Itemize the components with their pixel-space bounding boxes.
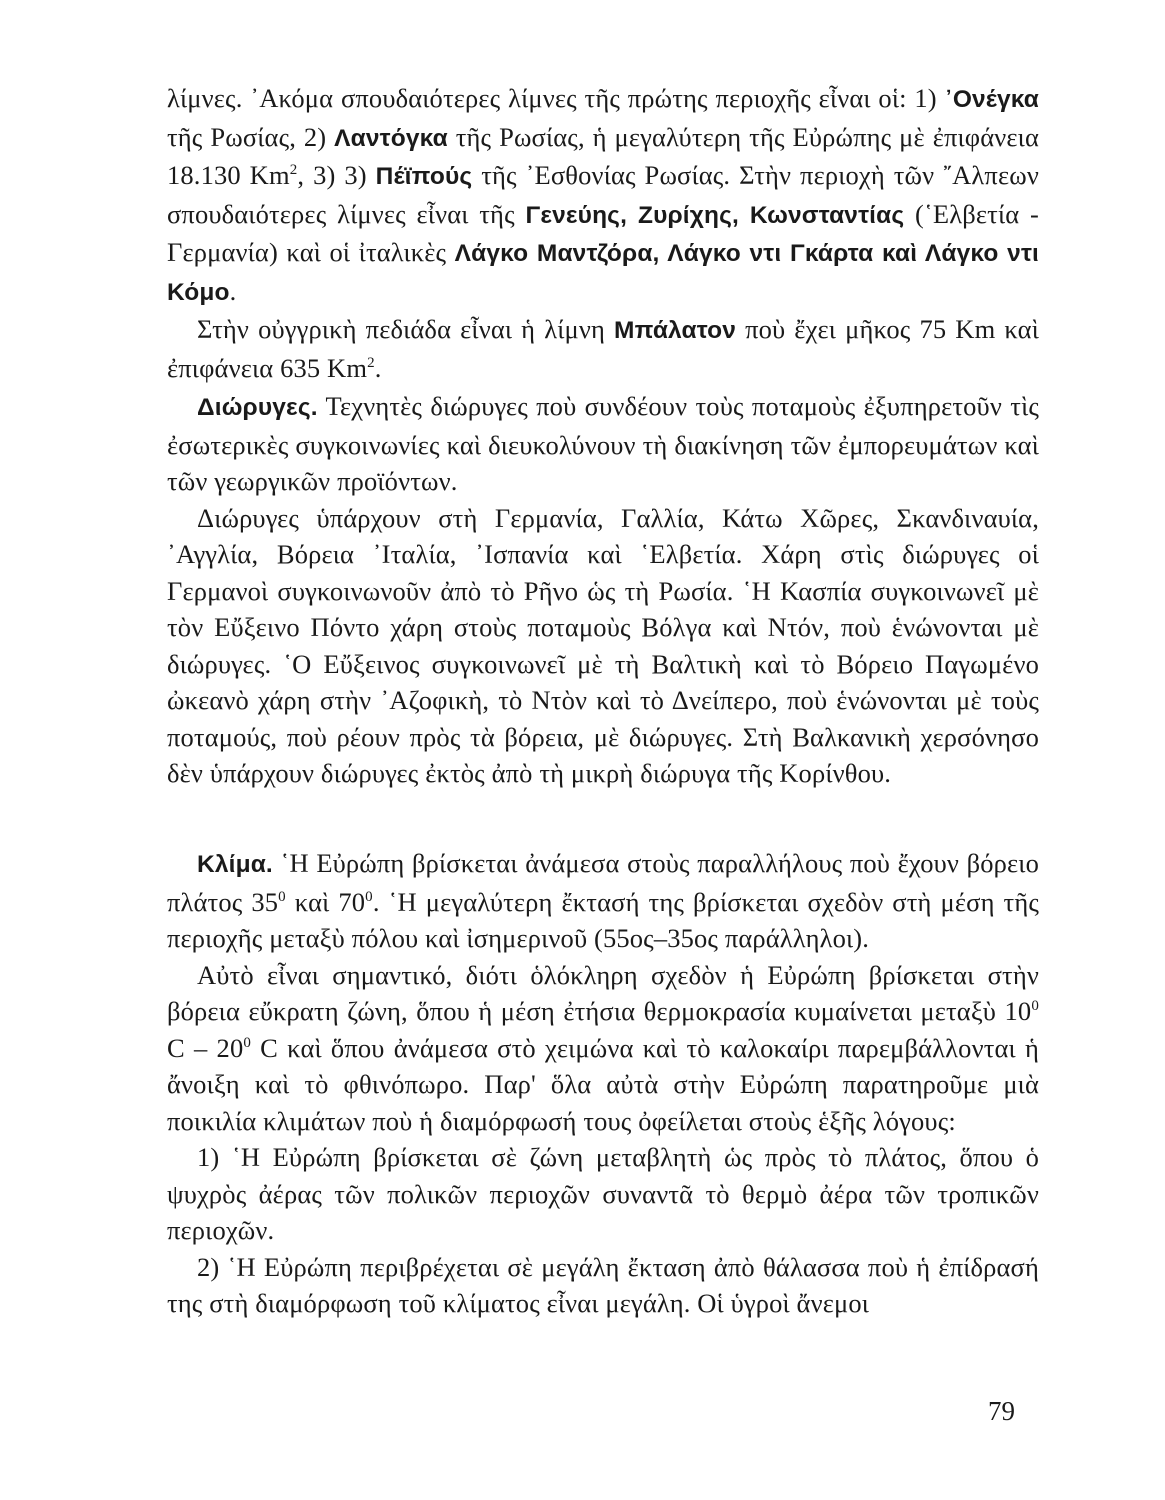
page-number: 79 [988,1396,1015,1426]
canals-paragraph-1: Διώρυγες. Τεχνητὲς διώρυγες ποὺ συνδέουν τοὺς ποταμοὺς ἐξυπηρετοῦν τὶς ἐσωτερικὲς συγκοινωνίες καὶ διευκολύνουν τὴ διακίνηση τῶν ἐμπορευμάτων καὶ τῶν γεωργικῶν προϊόντων. [167,391,1039,496]
climate-paragraph-2: Αὐτὸ εἶναι σημαντικό, διότι ὁλόκληρη σχεδὸν ἡ Εὐρώπη βρίσκεται στὴν βόρεια εὔκρατη ζώνη, ὅπου ἡ μέση ἐτήσια θερμοκρασία κυμαίνεται μεταξὺ $10^0$ C – $20^0$ C καὶ ὅπου ἀνάμεσα στὸ χειμώνα καὶ τὸ καλοκαίρι παρεμβάλλονται ἡ ἄνοιξη καὶ τὸ φθινόπωρο. Παρ' ὅλα αὐτὰ στὴν Εὐρώπη παρατηροῦμε μιὰ ποικιλία κλιμάτων ποὺ ἡ διαμόρφωσή τους ὀφείλεται στοὺς ἑξῆς λόγους: [167,959,1039,1136]
climate-paragraph-1: Κλίμα. ῾Η Εὐρώπη βρίσκεται ἀνάμεσα στοὺς παραλλήλους ποὺ ἔχουν βόρειο πλάτος $35^0$ καὶ $70^0$. ῾Η μεγαλύτερη ἔκτασή της βρίσκεται σχεδὸν στὴ μέση τῆς περιοχῆς μεταξὺ πόλου καὶ ἰσημερινοῦ (55ος–35ος παράλληλοι). [167,848,1040,953]
lakes-paragraph: λίμνες. ᾿Ακόμα σπουδαιότερες λίμνες τῆς πρώτης περιοχῆς εἶναι οἱ: 1) ᾿Ονέγκα τῆς Ρωσίας, 2) Λαντόγκα τῆς Ρωσίας, ἡ μεγαλύτερη τῆς Εὐρώπης μὲ ἐπιφάνεια 18.130 Km$^2$, 3) 3) Πέϊπούς τῆς ᾿Εσθονίας Ρωσίας. Στὴν περιοχὴ τῶν ῎Αλπεων σπουδαιότερες λίμνες εἶναι τῆς Γενεύης, Ζυρίχης, Κωνσταντίας (῾Ελβετία - Γερμανία) καὶ οἱ ἰταλικὲς Λάγκο Μαντζόρα, Λάγκο ντι Γκάρτα καὶ Λάγκο ντι Κόμο. [167,83,1039,306]
lakes-section [167,80,1039,386]
canals-paragraph-2: Διώρυγες ὑπάρχουν στὴ Γερμανία, Γαλλία, Κάτω Χῶρες, Σκανδιναυία, ᾿Αγγλία, Βόρεια ᾿Ιταλία, ᾿Ισπανία καὶ ῾Ελβετία. Χάρη στὶς διώρυγες οἱ Γερμανοὶ συγκοινωνοῦν ἀπὸ τὸ Ρῆνο ὡς τὴ Ρωσία. ῾Η Κασπία συγκοινωνεῖ μὲ τὸν Εὔξεινο Πόντο χάρη στοὺς ποταμοὺς Βόλγα καὶ Ντόν, ποὺ ἑνώνονται μὲ διώρυγες. ῾Ο Εὔξεινος συγκοινωνεῖ μὲ τὴ Βαλτικὴ καὶ τὸ Βόρειο Παγωμένο ὠκεανὸ χάρη στὴν ᾿Αζοφικὴ, τὸ Ντὸν καὶ τὸ Δνείπερο, ποὺ ἑνώνονται μὲ τοὺς ποταμούς, ποὺ ρέουν πρὸς τὰ βόρεια, μὲ διώρυγες. Στὴ Βαλκανικὴ χερσόνησο δὲν ὑπάρχουν διώρυγες ἐκτὸς ἀπὸ τὴ μικρὴ διώρυγα τῆς Κορίνθου. [167,502,1039,788]
climate-section [167,845,1039,1322]
climate-reason-2: 2) ῾Η Εὐρώπη περιβρέχεται σὲ μεγάλη ἔκταση ἀπὸ θάλασσα ποὺ ἡ ἐπίδρασή της στὴ διαμόρφωση τοῦ κλίματος εἶναι μεγάλη. Οἱ ὑγροὶ ἄνεμοι [167,1251,1039,1318]
lake-peipus: Πέϊπούς [375,163,473,190]
canals-section [167,388,1039,792]
lake-balaton: Μπάλατον [614,317,737,344]
balaton-paragraph: Στὴν οὐγγρικὴ πεδιάδα εἶναι ἡ λίμνη Μπάλατον ποὺ ἔχει μῆκος 75 Km καὶ ἐπιφάνεια 635 Km$^2$. [167,314,1039,383]
climate-reason-1: 1) ῾Η Εὐρώπη βρίσκεται σὲ ζώνη μεταβλητὴ ὡς πρὸς τὸ πλάτος, ὅπου ὁ ψυχρὸς ἀέρας τῶν πολικῶν περιοχῶν συναντᾶ τὸ θερμὸ ἀέρα τῶν τροπικῶν περιοχῶν. [167,1142,1039,1245]
lake-onega: ᾿Ονέγκα [944,86,1039,113]
lake-ladoga: Λαντόγκα [334,124,448,152]
italian-lakes: Λάγκο Μαντζόρα, Λάγκο ντι Γκάρτα καὶ Λάγκο ντι Κόμο [167,240,1039,306]
canals-heading: Διώρυγες. [197,394,318,421]
climate-heading: Κλίμα. [197,851,273,878]
lakes-geneva-zurich-konstanz: Γενεύης, Ζυρίχης, Κωνσταντίας [525,201,905,229]
